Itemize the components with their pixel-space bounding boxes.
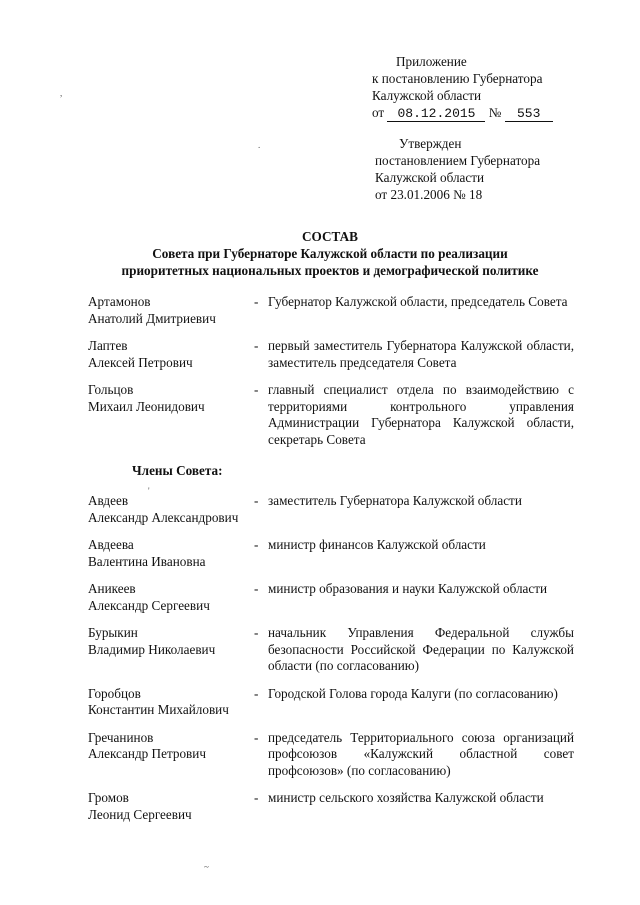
leader-entry: [88, 338, 584, 371]
given-names: Александр Сергеевич: [88, 597, 210, 613]
member-entry: [88, 790, 584, 823]
given-names: Александр Александрович: [88, 509, 239, 525]
appendix-date-line: [372, 104, 553, 122]
given-names: Валентина Ивановна: [88, 553, 206, 569]
separator-dash: -: [254, 294, 259, 309]
surname: Гольцов: [88, 382, 134, 397]
approved-block: [375, 135, 540, 203]
member-entry: [88, 537, 584, 570]
surname: Горобцов: [88, 685, 141, 701]
scan-speck: ': [148, 486, 150, 496]
heading-line-3: приоритетных национальных проектов и демографической политике: [121, 263, 539, 278]
scan-speck: .: [258, 140, 261, 150]
given-names: Леонид Сергеевич: [88, 806, 192, 822]
position: первый заместитель Губернатора Калужской области, заместитель председателя Совета: [268, 338, 574, 370]
surname: Аникеев: [88, 581, 136, 596]
position: заместитель Губернатора Калужской области: [268, 493, 522, 508]
separator-dash: -: [254, 493, 259, 508]
member-entry: [88, 493, 584, 526]
position: Губернатор Калужской области, председатель Совета: [268, 294, 568, 309]
position: начальник Управления Федеральной службы безопасности Российской Федерации по Калужской области (по согласованию): [268, 625, 574, 673]
surname: Громов: [88, 790, 129, 805]
given-names: Анатолий Дмитриевич: [88, 310, 216, 326]
position: министр финансов Калужской области: [268, 537, 486, 552]
appendix-line-1: к постановлению Губернатора: [372, 71, 543, 86]
appendix-line-2: Калужской области: [372, 88, 482, 103]
position: Городской Голова города Калуги (по согласованию): [268, 685, 558, 701]
surname: Авдеева: [88, 537, 134, 552]
scan-speck: ~: [204, 862, 209, 872]
date-prefix: от: [372, 105, 385, 120]
number-prefix: №: [488, 105, 502, 120]
scan-speck: ,: [60, 88, 63, 98]
separator-dash: -: [254, 729, 259, 745]
surname: Артамонов: [88, 294, 151, 309]
surname: Гречанинов: [88, 729, 154, 745]
document-heading: [60, 228, 600, 279]
position: министр образования и науки Калужской области: [268, 581, 548, 596]
members-heading: Члены Совета:: [132, 463, 223, 478]
approved-line-1: постановлением Губернатора: [375, 153, 541, 168]
position: главный специалист отдела по взаимодействию с территориями контрольного управления Администрации Губернатора Калужской области, секретарь Совета: [268, 382, 574, 447]
leader-entry: [88, 382, 584, 448]
given-names: Владимир Николаевич: [88, 641, 216, 657]
decree-date: 08.12.2015: [387, 107, 485, 122]
council-list: [88, 294, 584, 823]
approved-title: Утвержден: [399, 136, 462, 151]
member-entry: [88, 581, 584, 614]
position: председатель Территориального союза организаций профсоюзов «Калужский областной совет профсоюзов» (по согласованию): [268, 729, 574, 778]
separator-dash: -: [254, 790, 259, 805]
appendix-title: Приложение: [396, 54, 467, 69]
given-names: Константин Михайлович: [88, 702, 229, 717]
separator-dash: -: [254, 625, 259, 640]
surname: Лаптев: [88, 338, 128, 353]
heading-title: СОСТАВ: [302, 229, 358, 244]
decree-number: 553: [505, 107, 553, 122]
member-entry: [88, 625, 584, 675]
approved-line-3: от 23.01.2006 № 18: [375, 187, 483, 202]
surname: Бурыкин: [88, 625, 138, 640]
appendix-block: [372, 53, 553, 122]
leader-entry: [88, 294, 584, 327]
separator-dash: -: [254, 382, 259, 397]
heading-line-2: Совета при Губернаторе Калужской области по реализации: [152, 246, 508, 261]
member-entry: [88, 686, 584, 719]
given-names: Михаил Леонидович: [88, 398, 205, 414]
approved-line-2: Калужской области: [375, 170, 485, 185]
separator-dash: -: [254, 537, 259, 552]
given-names: Александр Петрович: [88, 746, 206, 761]
member-entry: [88, 730, 584, 780]
position: министр сельского хозяйства Калужской области: [268, 790, 544, 805]
separator-dash: -: [254, 685, 259, 701]
given-names: Алексей Петрович: [88, 354, 193, 370]
separator-dash: -: [254, 338, 259, 353]
surname: Авдеев: [88, 493, 129, 508]
separator-dash: -: [254, 581, 259, 596]
